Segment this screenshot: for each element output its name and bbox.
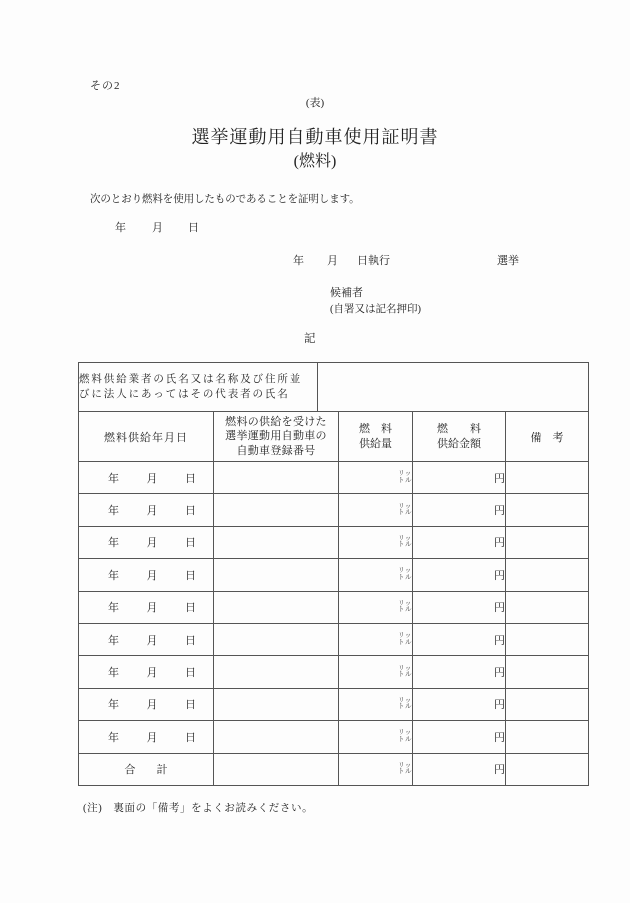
- supply-date-labels: 年 月 日: [108, 634, 196, 647]
- registration-number-cell: [214, 462, 339, 494]
- header-fuel-quantity: 燃 料 供給量: [339, 412, 413, 462]
- yen-unit-label: 円: [494, 602, 506, 615]
- election-name-label: 選挙: [497, 255, 519, 267]
- document-title: 選挙運動用自動車使用証明書: [191, 127, 439, 147]
- registration-number-cell: [214, 623, 339, 655]
- supply-date-cell: [79, 688, 214, 720]
- election-year-label: 年: [293, 255, 304, 267]
- yen-unit-label: 円: [494, 764, 506, 777]
- total-row: [79, 753, 589, 785]
- fuel-entry-row: [79, 559, 589, 591]
- registration-number-cell: [214, 721, 339, 753]
- supplier-header-line2: びに法人にあってはその代表者の氏名: [79, 389, 290, 400]
- yen-unit-label: 円: [494, 472, 506, 485]
- supply-date-labels: 年 月 日: [108, 537, 196, 550]
- fuel-amount-cell: [413, 559, 506, 591]
- fuel-entry-row: [79, 721, 589, 753]
- column-header-row: [79, 412, 589, 462]
- remarks-cell: [506, 753, 589, 785]
- fuel-usage-table: [78, 362, 588, 786]
- fuel-table-body: [79, 363, 589, 786]
- issue-year-label: 年: [115, 222, 126, 234]
- yen-unit-label: 円: [494, 569, 506, 582]
- form-number-label: その2: [90, 80, 121, 92]
- liter-unit-label: リッ トル: [398, 502, 413, 517]
- supply-date-labels: 年 月 日: [108, 602, 196, 615]
- election-day-executed-label: 日執行: [357, 255, 390, 267]
- issue-month-label: 月: [152, 222, 163, 234]
- supply-date-labels: 年 月 日: [108, 569, 196, 582]
- fuel-quantity-cell: [339, 462, 413, 494]
- fuel-quantity-cell: [339, 688, 413, 720]
- registration-number-cell: [214, 559, 339, 591]
- fuel-amount-cell: [413, 623, 506, 655]
- fuel-amount-cell: [413, 688, 506, 720]
- liter-unit-label: リッ トル: [398, 599, 413, 614]
- fuel-amount-cell: [413, 656, 506, 688]
- total-label-cell: [79, 753, 214, 785]
- yen-unit-label: 円: [494, 667, 506, 680]
- supply-date-cell: [79, 721, 214, 753]
- fuel-entry-row: [79, 494, 589, 526]
- remarks-cell: [506, 559, 589, 591]
- fuel-amount-cell: [413, 591, 506, 623]
- registration-number-cell: [214, 591, 339, 623]
- supply-date-cell: [79, 526, 214, 558]
- remarks-cell: [506, 494, 589, 526]
- registration-number-cell: [214, 526, 339, 558]
- total-label: 合 計: [124, 764, 168, 777]
- supply-date-cell: [79, 494, 214, 526]
- supplier-name-header-cell: [79, 363, 318, 412]
- liter-unit-label: リッ トル: [398, 632, 413, 646]
- fuel-entry-row: [79, 623, 589, 655]
- supplier-row: [79, 363, 589, 412]
- fuel-amount-cell: [413, 462, 506, 494]
- remarks-cell: [506, 526, 589, 558]
- header-supply-date: 燃料供給年月日: [79, 412, 214, 462]
- fuel-entry-row: [79, 526, 589, 558]
- body-marker: 記: [304, 333, 317, 345]
- liter-unit-label: リッ トル: [398, 729, 413, 743]
- fuel-quantity-cell: [339, 591, 413, 623]
- registration-number-cell: [214, 753, 339, 785]
- registration-number-cell: [214, 656, 339, 688]
- fuel-amount-cell: [413, 494, 506, 526]
- remarks-cell: [506, 721, 589, 753]
- fuel-quantity-cell: [339, 623, 413, 655]
- fuel-quantity-cell: [339, 526, 413, 558]
- side-label: (表): [305, 97, 325, 109]
- remarks-cell: [506, 688, 589, 720]
- supply-date-labels: 年 月 日: [108, 472, 196, 485]
- header-remarks: 備 考: [506, 412, 589, 462]
- yen-unit-label: 円: [494, 699, 506, 712]
- issue-day-label: 日: [188, 222, 199, 234]
- candidate-signature-note: (自署又は記名押印): [330, 304, 421, 315]
- registration-number-cell: [214, 688, 339, 720]
- supply-date-labels: 年 月 日: [108, 731, 196, 744]
- remarks-cell: [506, 623, 589, 655]
- supplier-name-value-cell: [318, 363, 589, 412]
- supply-date-labels: 年 月 日: [108, 699, 196, 712]
- header-registration-number: 燃料の供給を受けた 選挙運動用自動車の 自動車登録番号: [214, 412, 339, 462]
- liter-unit-label: リッ トル: [398, 696, 413, 711]
- supply-date-cell: [79, 623, 214, 655]
- liter-unit-label: リッ トル: [398, 470, 413, 484]
- yen-unit-label: 円: [494, 634, 506, 647]
- fuel-amount-cell: [413, 753, 506, 785]
- fuel-quantity-cell: [339, 753, 413, 785]
- supply-date-cell: [79, 656, 214, 688]
- fuel-amount-cell: [413, 721, 506, 753]
- liter-unit-label: リッ トル: [398, 534, 413, 549]
- supply-date-labels: 年 月 日: [108, 505, 196, 518]
- remarks-cell: [506, 591, 589, 623]
- liter-unit-label: リッ トル: [398, 761, 413, 776]
- yen-unit-label: 円: [494, 537, 506, 550]
- yen-unit-label: 円: [494, 731, 506, 744]
- fuel-quantity-cell: [339, 656, 413, 688]
- liter-unit-label: リッ トル: [398, 664, 413, 679]
- supplier-header-line1: 燃料供給業者の氏名又は名称及び住所並: [79, 374, 303, 385]
- supply-date-cell: [79, 591, 214, 623]
- yen-unit-label: 円: [494, 505, 506, 518]
- certify-sentence: 次のとおり燃料を使用したものであることを証明します。: [90, 194, 360, 205]
- fuel-quantity-cell: [339, 559, 413, 591]
- document-subtitle: (燃料): [293, 153, 337, 170]
- election-month-label: 月: [327, 255, 338, 267]
- liter-unit-label: リッ トル: [398, 567, 413, 581]
- header-fuel-amount: 燃 料 供給金額: [413, 412, 506, 462]
- supply-date-cell: [79, 462, 214, 494]
- supply-date-cell: [79, 559, 214, 591]
- fuel-usage-grid: [78, 362, 589, 786]
- footer-note: (注) 裏面の「備考」をよくお読みください。: [83, 803, 314, 814]
- fuel-entry-row: [79, 688, 589, 720]
- supply-date-labels: 年 月 日: [108, 667, 196, 680]
- fuel-quantity-cell: [339, 494, 413, 526]
- fuel-quantity-cell: [339, 721, 413, 753]
- fuel-entry-row: [79, 656, 589, 688]
- candidate-label: 候補者: [330, 287, 363, 299]
- fuel-amount-cell: [413, 526, 506, 558]
- remarks-cell: [506, 462, 589, 494]
- remarks-cell: [506, 656, 589, 688]
- fuel-entry-row: [79, 462, 589, 494]
- registration-number-cell: [214, 494, 339, 526]
- fuel-entry-row: [79, 591, 589, 623]
